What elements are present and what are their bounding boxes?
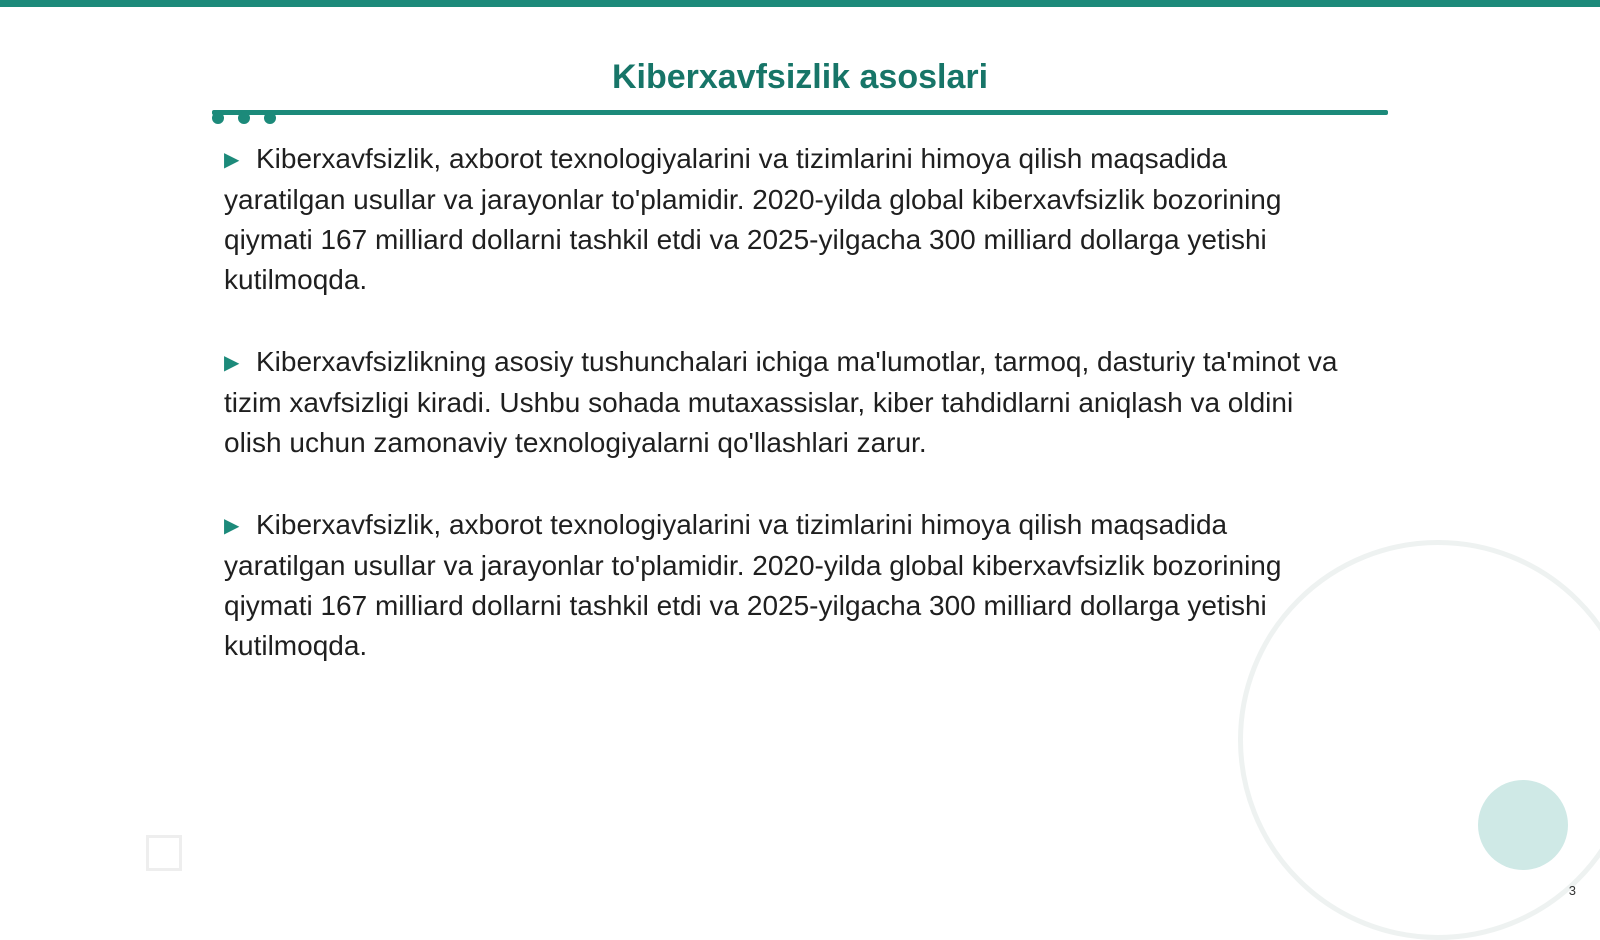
bullet-list: [224, 139, 1344, 708]
decorative-dot: [238, 112, 250, 124]
bullet-item: [224, 139, 1344, 300]
triangle-right-icon: ▶: [224, 149, 240, 171]
triangle-right-icon: ▶: [224, 352, 240, 374]
slide-title: Kiberxavfsizlik asoslari: [611, 58, 989, 96]
decorative-dot: [264, 112, 276, 124]
bullet-item: [224, 342, 1344, 463]
top-accent-bar: [0, 0, 1600, 7]
triangle-right-icon: ▶: [224, 515, 240, 537]
page-number: 3: [1568, 883, 1576, 898]
bullet-text: Kiberxavfsizlikning asosiy tushunchalari ichiga ma'lumotlar, tarmoq, dasturiy ta'minot va tizim xavfsizligi kiradi. Ushbu sohada mutaxassislar, kiber tahdidlarni aniqlash va oldini olish uchun zamonaviy texnologiyalarni qo'llashlari zarur.: [224, 346, 1338, 458]
title-underline: [212, 110, 1388, 115]
decorative-square: [146, 835, 182, 871]
decorative-dot: [212, 112, 224, 124]
decorative-circle: [1478, 780, 1568, 870]
bullet-text: Kiberxavfsizlik, axborot texnologiyalarini va tizimlarini himoya qilish maqsadida yaratilgan usullar va jarayonlar to'plamidir. 2020-yilda global kiberxavfsizlik bozorining qiymati 167 milliard dollarni tashkil etdi va 2025-yilgacha 300 milliard dollarga yetishi kutilmoqda.: [224, 143, 1282, 295]
bullet-text: Kiberxavfsizlik, axborot texnologiyalarini va tizimlarini himoya qilish maqsadida yaratilgan usullar va jarayonlar to'plamidir. 2020-yilda global kiberxavfsizlik bozorining qiymati 167 milliard dollarni tashkil etdi va 2025-yilgacha 300 milliard dollarga yetishi kutilmoqda.: [224, 509, 1282, 661]
bullet-item: [224, 505, 1344, 666]
